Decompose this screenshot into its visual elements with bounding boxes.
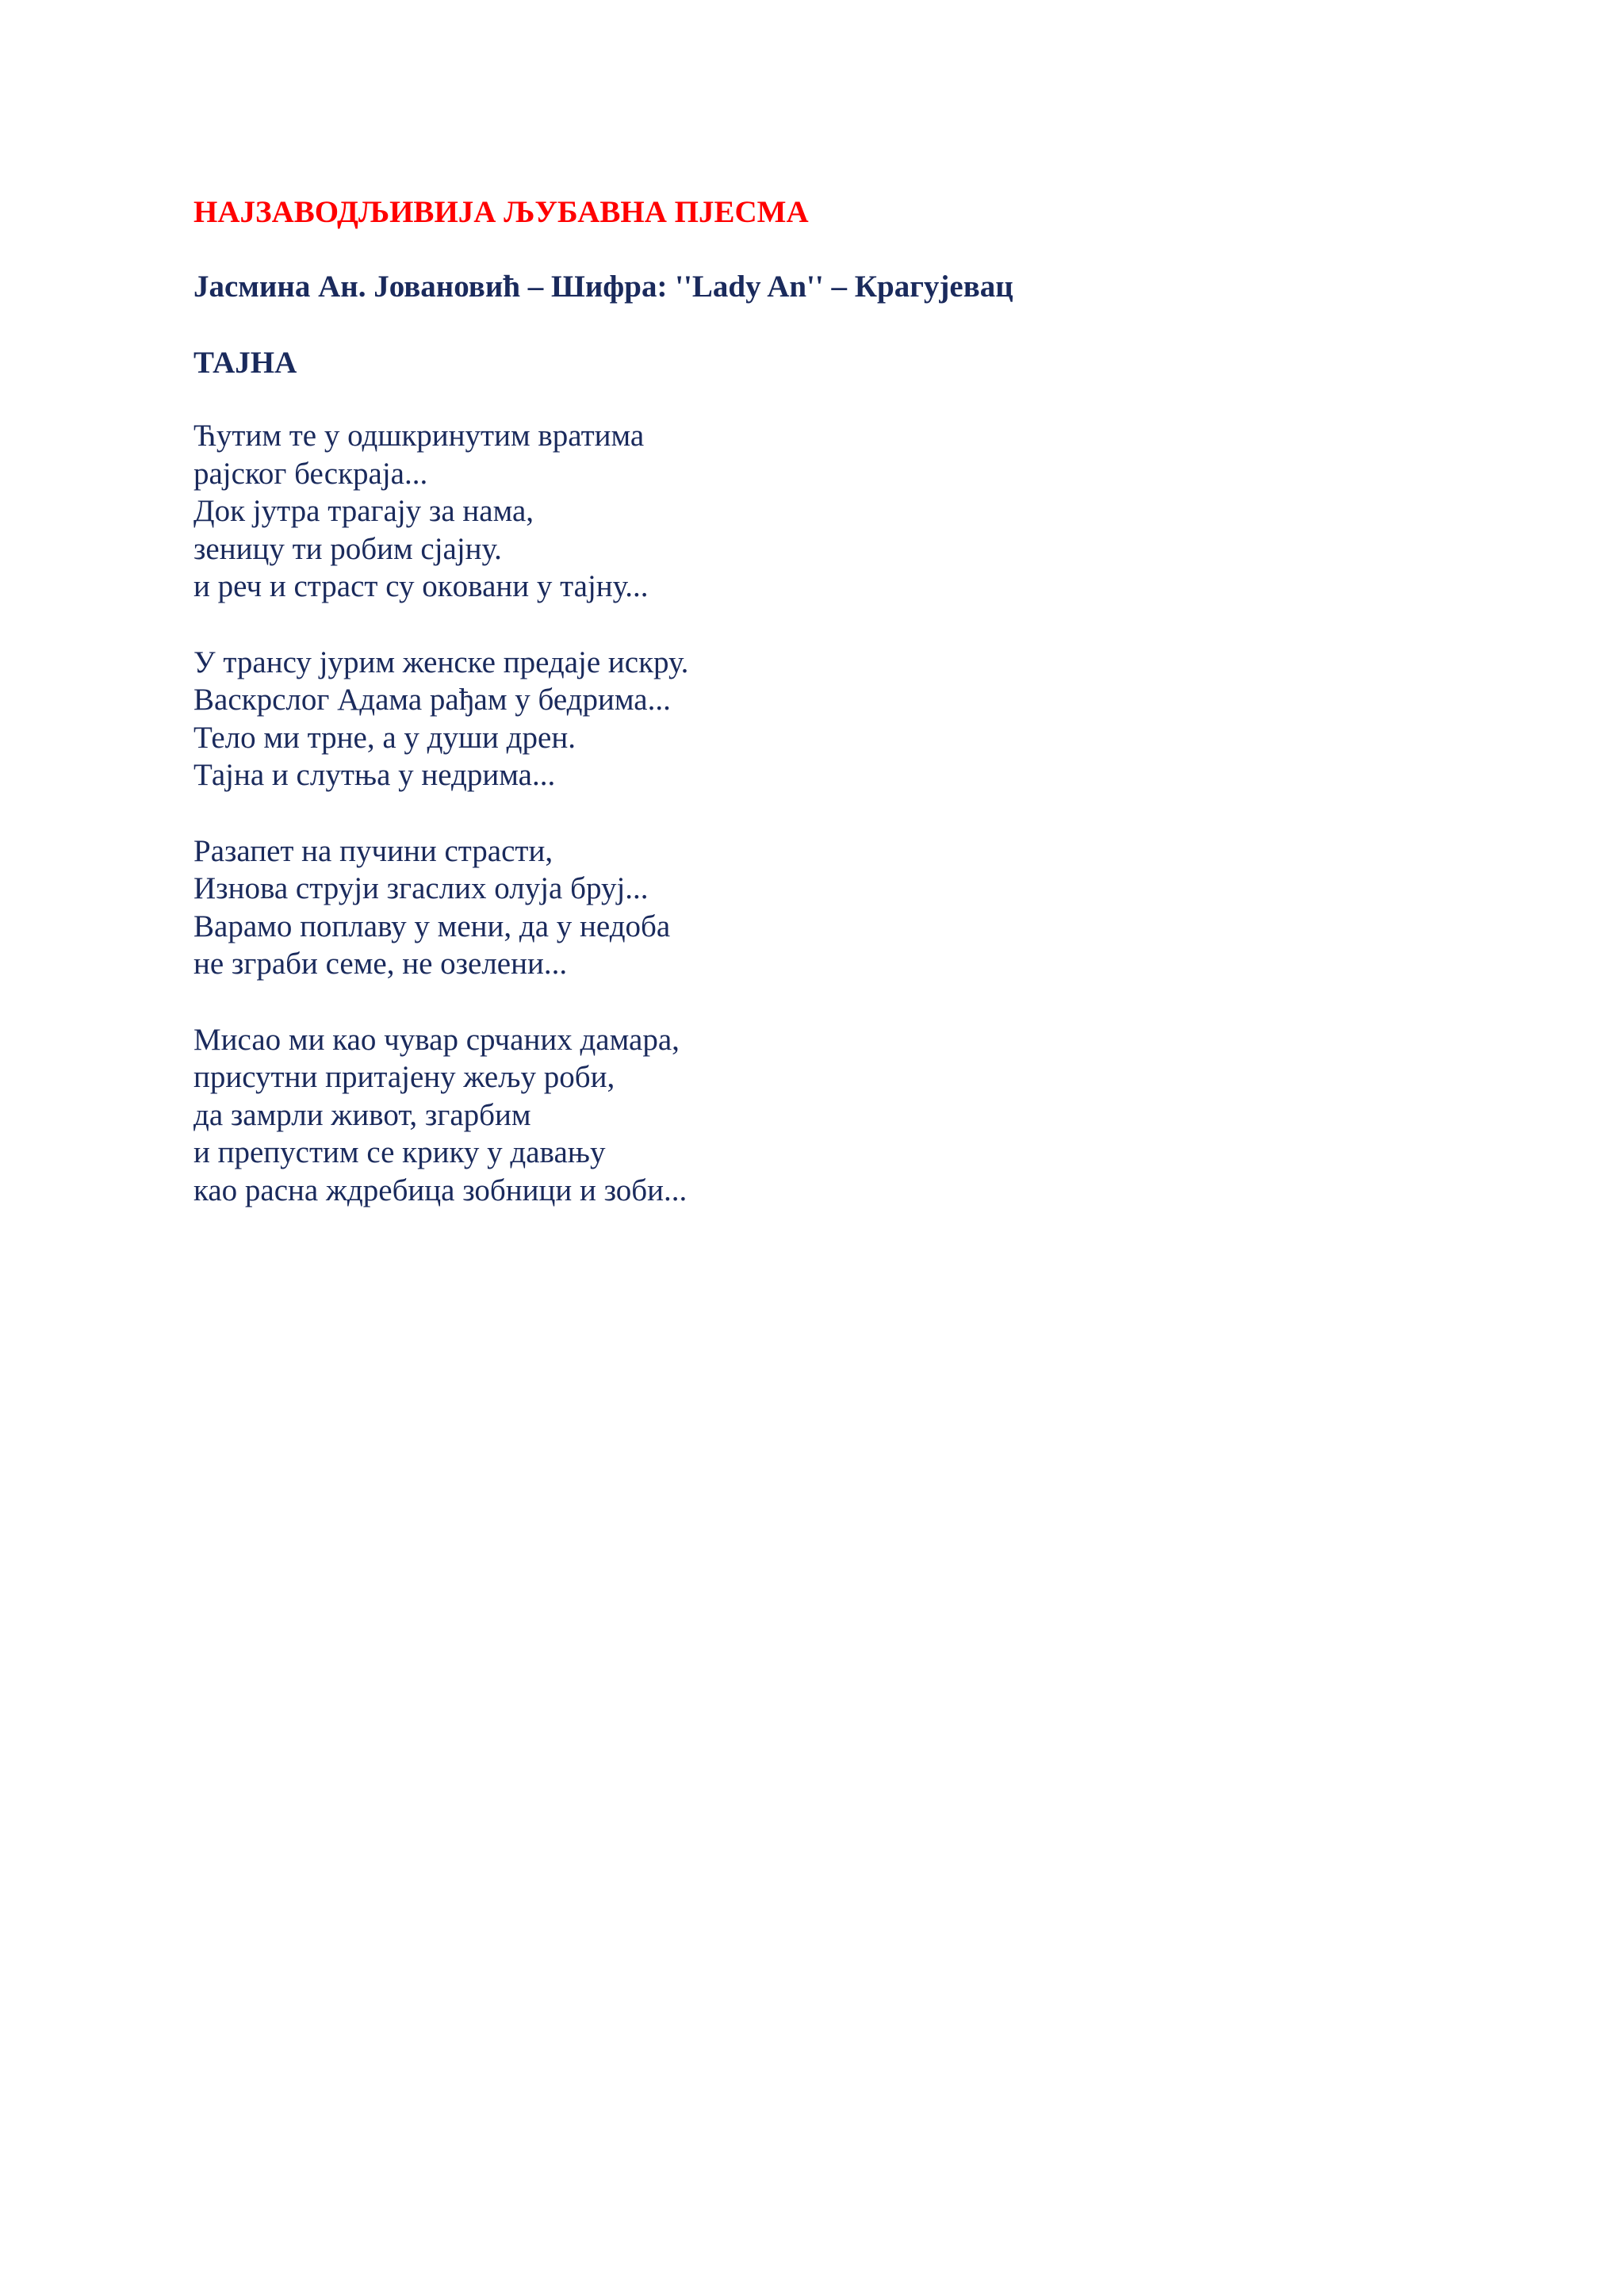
- poem-line: У трансу јурим женске предаје искру.: [193, 645, 689, 679]
- author-line: Јасмина Ан. Јовановић – Шифра: ''Lady An'' – Крагујевац: [193, 270, 1013, 304]
- poem-line: Тело ми трне, а у души дрен.: [193, 720, 576, 755]
- stanza-2: [193, 644, 1542, 794]
- stanza-3: [193, 832, 1542, 983]
- poem-line: Мисао ми као чувар срчаних дамара,: [193, 1022, 680, 1057]
- poem-line: Док јутра трагају за нама,: [193, 494, 534, 528]
- poem-line: да замрли живот, згарбим: [193, 1097, 531, 1132]
- poem-line: рајског бескраја...: [193, 456, 428, 491]
- poem-line: Васкрслог Адама рађам у бедрима...: [193, 683, 671, 717]
- poem-line: Ћутим те у одшкринутим вратима: [193, 419, 645, 453]
- poem-line: и реч и страст су окoвани у тајну...: [193, 569, 649, 603]
- document-heading: НАЈЗАВОДЉИВИЈА ЉУБАВНА ПЈЕСМА: [193, 195, 809, 229]
- poem-line: Разапет на пучини страсти,: [193, 833, 553, 868]
- document-content: [193, 190, 1542, 1247]
- poem-line: Тајна и слутња у недрима...: [193, 758, 556, 792]
- stanza-4: [193, 1021, 1542, 1210]
- poem-title: ТАЈНА: [193, 346, 297, 380]
- poem-line: зеницу ти робим сјајну.: [193, 531, 502, 566]
- stanza-1: [193, 417, 1542, 606]
- poem-line: присутни притајену жељу роби,: [193, 1060, 615, 1094]
- poem-line: не зграби семе, не озелени...: [193, 947, 568, 981]
- poem-line: Варамо поплаву у мени, да у недоба: [193, 909, 671, 943]
- poem-line: и препустим се крику у давању: [193, 1135, 606, 1169]
- poem-line: као расна ждребица зобници и зоби...: [193, 1173, 688, 1207]
- poem-line: Изнова струји згаслих олуја бруј...: [193, 871, 649, 905]
